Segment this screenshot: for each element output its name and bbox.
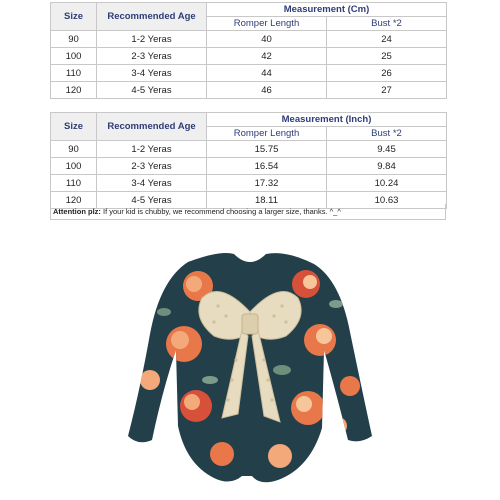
size-table-cm <box>50 2 447 99</box>
cell-size: 100 <box>51 158 97 175</box>
cell-age: 1-2 Yeras <box>97 31 207 48</box>
table-row <box>51 141 447 158</box>
cell-bust: 24 <box>327 31 447 48</box>
romper-silhouette <box>128 253 372 482</box>
romper-photo <box>110 240 390 490</box>
cell-romper: 18.11 <box>207 192 327 209</box>
cell-age: 3-4 Yeras <box>97 175 207 192</box>
table-row <box>51 158 447 175</box>
cell-bust: 10.63 <box>327 192 447 209</box>
cell-bust: 27 <box>327 82 447 99</box>
attention-label: Attention plz: <box>53 207 101 216</box>
cell-romper: 16.54 <box>207 158 327 175</box>
cell-size: 110 <box>51 65 97 82</box>
cell-bust: 9.84 <box>327 158 447 175</box>
cell-age: 4-5 Yeras <box>97 192 207 209</box>
table-row <box>51 65 447 82</box>
table-row <box>51 175 447 192</box>
header-romper-length: Romper Length <box>207 127 327 141</box>
cell-age: 2-3 Yeras <box>97 48 207 65</box>
header-size: Size <box>51 113 97 141</box>
cell-age: 3-4 Yeras <box>97 65 207 82</box>
cell-bust: 10.24 <box>327 175 447 192</box>
cell-bust: 26 <box>327 65 447 82</box>
header-recommended-age: Recommended Age <box>97 3 207 31</box>
cell-age: 1-2 Yeras <box>97 141 207 158</box>
cell-size: 120 <box>51 82 97 99</box>
header-bust: Bust *2 <box>327 127 447 141</box>
header-measurement: Measurement (Inch) <box>207 113 447 127</box>
cell-size: 120 <box>51 192 97 209</box>
cell-size: 90 <box>51 141 97 158</box>
size-table-inch <box>50 112 447 209</box>
header-bust: Bust *2 <box>327 17 447 31</box>
table-row <box>51 31 447 48</box>
attention-note <box>50 204 446 220</box>
cell-romper: 44 <box>207 65 327 82</box>
cell-size: 90 <box>51 31 97 48</box>
table-row <box>51 48 447 65</box>
cell-age: 4-5 Yeras <box>97 82 207 99</box>
cell-romper: 42 <box>207 48 327 65</box>
cell-romper: 40 <box>207 31 327 48</box>
cell-bust: 9.45 <box>327 141 447 158</box>
header-recommended-age: Recommended Age <box>97 113 207 141</box>
header-size: Size <box>51 3 97 31</box>
header-measurement: Measurement (Cm) <box>207 3 447 17</box>
table-row <box>51 82 447 99</box>
cell-size: 110 <box>51 175 97 192</box>
attention-text: If your kid is chubby, we recommend choosing a larger size, thanks. ^_^ <box>100 207 341 216</box>
cell-romper: 15.75 <box>207 141 327 158</box>
cell-age: 2-3 Yeras <box>97 158 207 175</box>
header-romper-length: Romper Length <box>207 17 327 31</box>
cell-romper: 46 <box>207 82 327 99</box>
romper-body <box>128 253 372 482</box>
cell-size: 100 <box>51 48 97 65</box>
cell-romper: 17.32 <box>207 175 327 192</box>
cell-bust: 25 <box>327 48 447 65</box>
